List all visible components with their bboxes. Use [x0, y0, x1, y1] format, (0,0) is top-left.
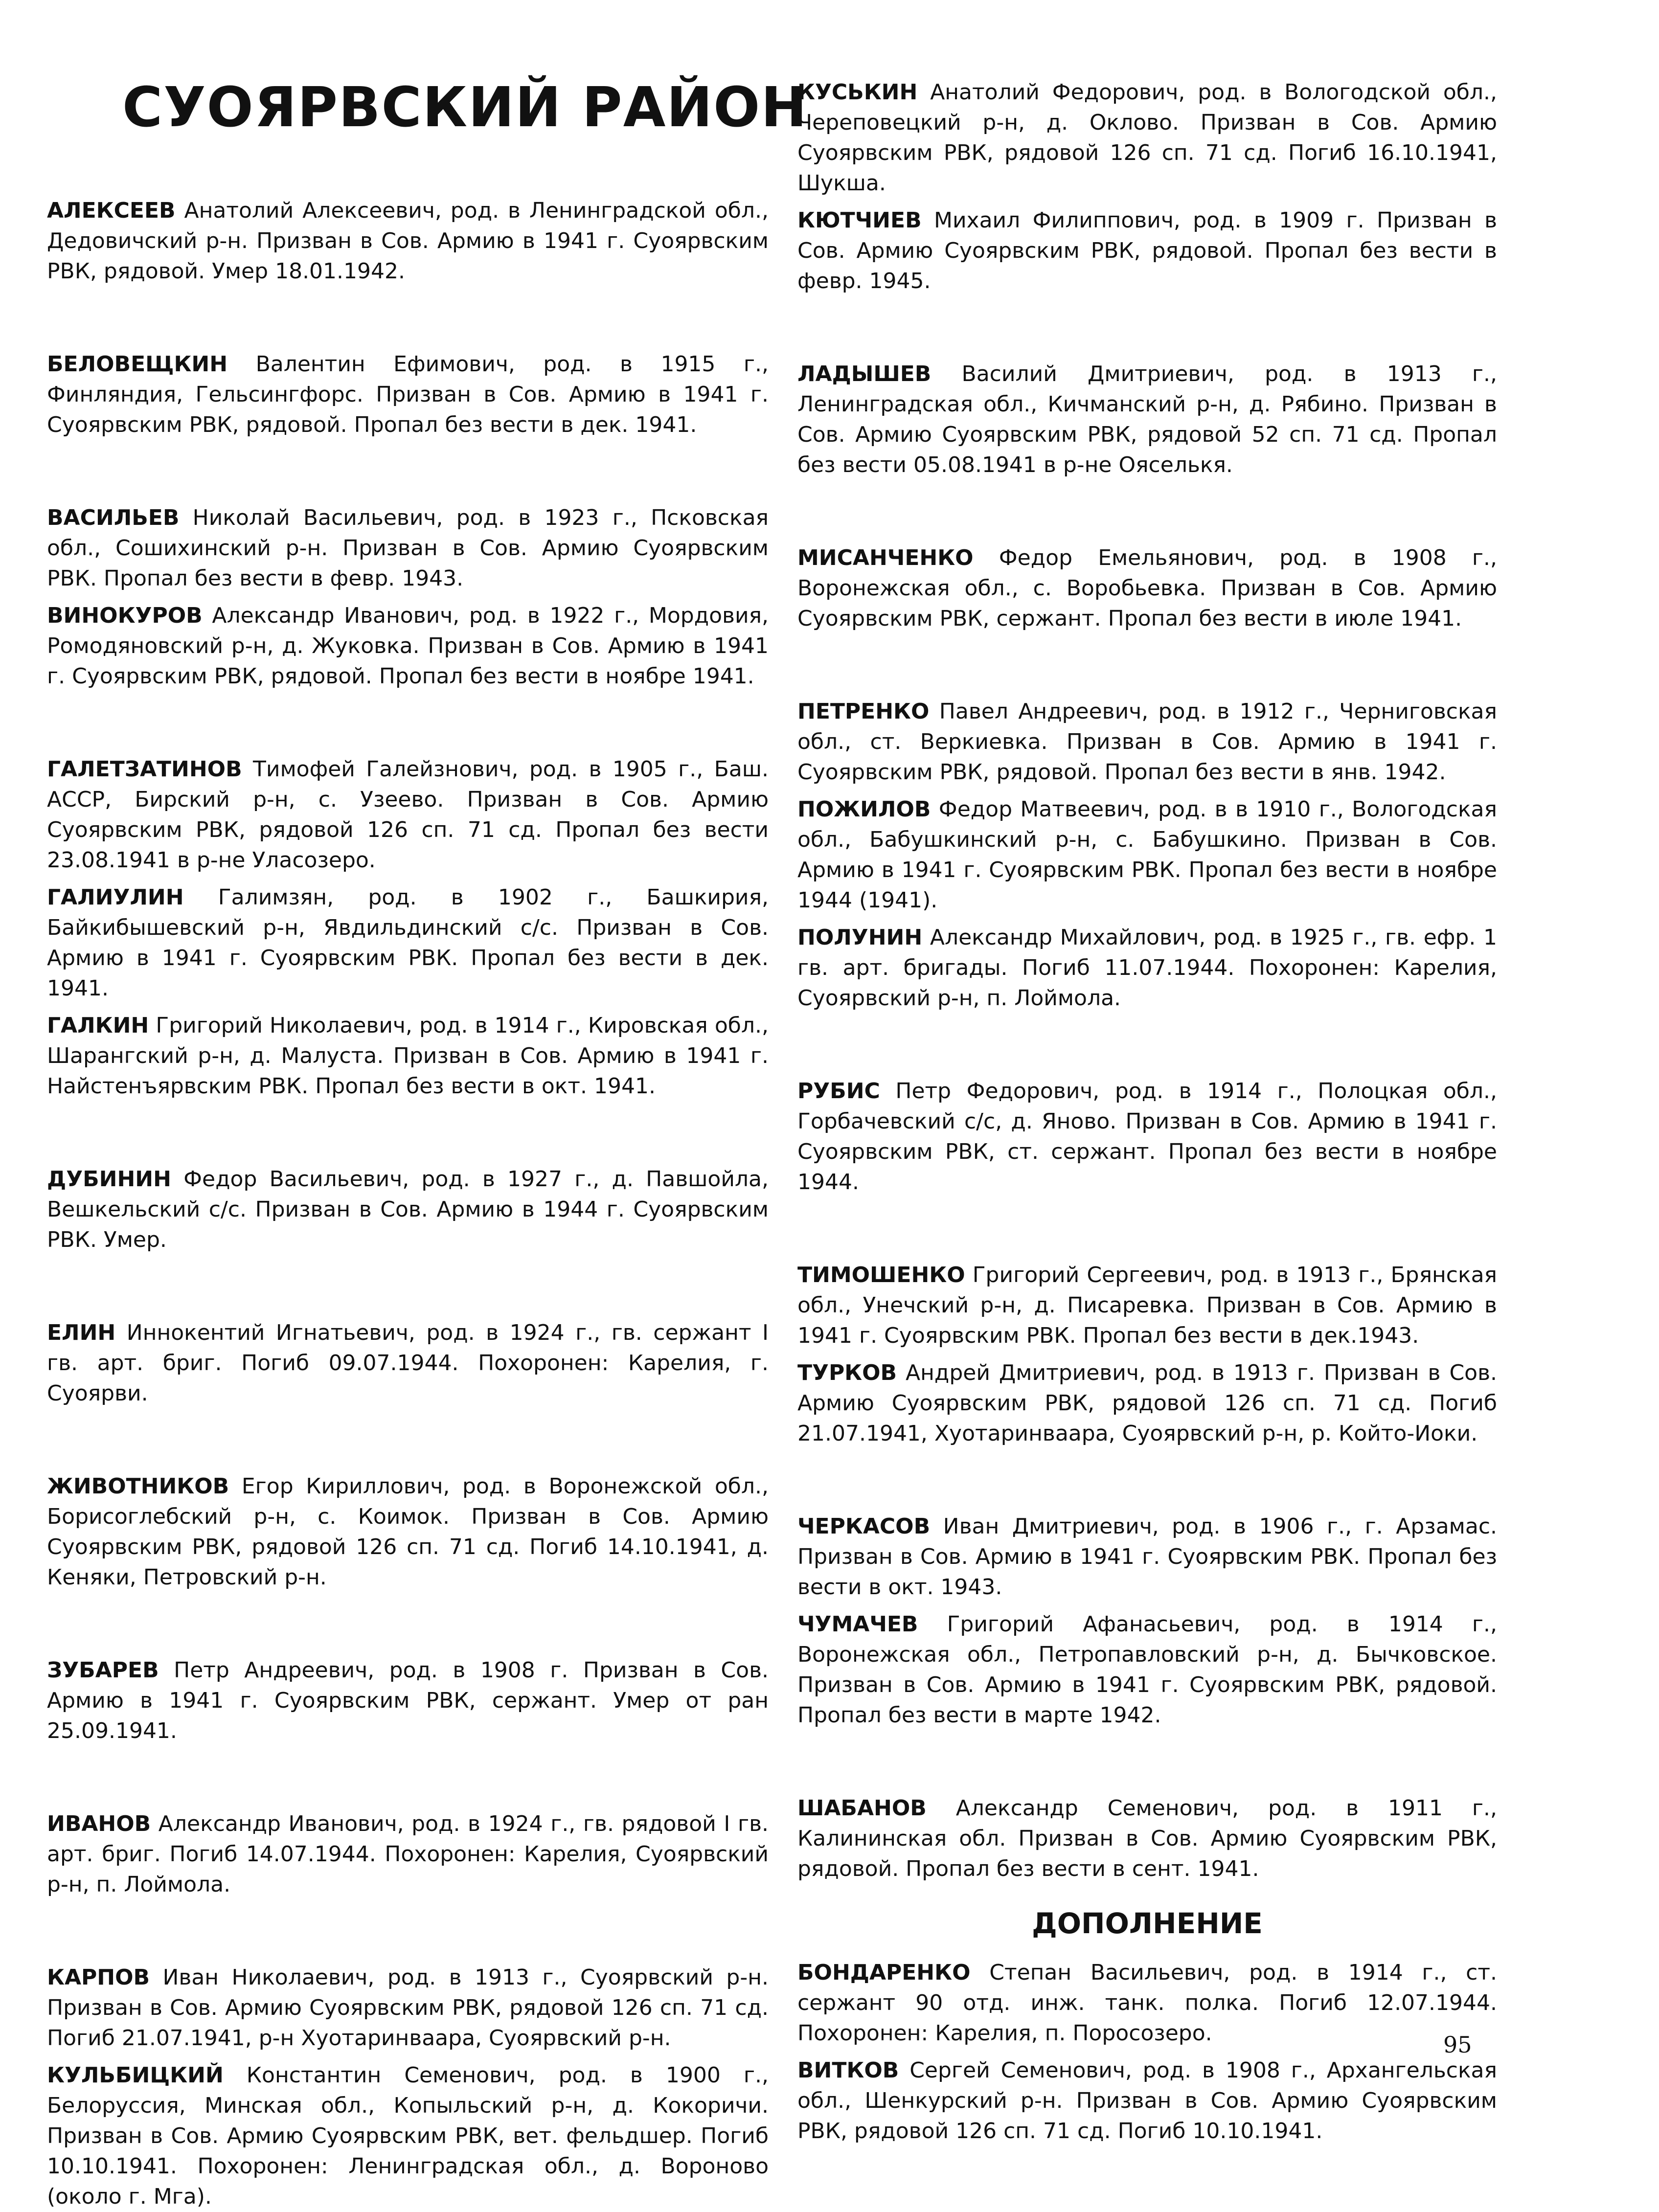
entry-text: Петр Федорович, род. в 1914 г., Полоцкая обл., Горбачевский с/с, д. Яново. Призван в Сов. Армию в 1941 г. Суоярвским РВК, ст. сержант. Пропал без вести в ноябре 1944.	[797, 1079, 1497, 1195]
entry-text: Галимзян, род. в 1902 г., Башкирия, Байкибышевский р-н, Явдильдинский с/с. Призван в Сов. Армию в 1941 г. Суоярвским РВК. Пропал без вести в дек. 1941.	[47, 885, 769, 1001]
entry-text: Григорий Афанасьевич, род. в 1914 г., Воронежская обл., Петропавловский р-н, д. Бычковское. Призван в Сов. Армию в 1941 г. Суоярвским РВК, рядовой. Пропал без вести в марте 1942.	[797, 1612, 1497, 1728]
entry-surname: ЕЛИН	[47, 1320, 116, 1345]
entry-text: Егор Кириллович, род. в Воронежской обл., Борисоглебский р-н, с. Коимок. Призван в Сов. Армию Суоярвским РВК, рядовой 126 сп. 71 сд. Погиб 14.10.1941, д. Кеняки, Петровский р-н.	[47, 1474, 769, 1590]
entry-text: Константин Семенович, род. в 1900 г., Белоруссия, Минская обл., Копыльский р-н, д. Кокоричи. Призван в Сов. Армию Суоярвским РВК, вет. фельдшер. Погиб 10.10.1941. Похоронен: Ленинградская обл., д. Вороново (около г. Мга).	[47, 2063, 769, 2209]
entry-text: Михаил Филиппович, род. в 1909 г. Призван в Сов. Армию Суоярвским РВК, рядовой. Пропал без вести в февр. 1945.	[797, 208, 1497, 293]
entry-text: Федор Васильевич, род. в 1927 г., д. Павшойла, Вешкельский с/с. Призван в Сов. Армию в 1944 г. Суоярвским РВК. Умер.	[47, 1167, 769, 1252]
entry-surname: ТИМОШЕНКО	[797, 1263, 965, 1287]
entry-surname: КУСЬКИН	[797, 80, 918, 105]
entry-bondarenko	[797, 1958, 1497, 2049]
entry-text: Сергей Семенович, род. в 1908 г., Архангельская обл., Шенкурский р-н. Призван в Сов. Армию Суоярвским РВК, рядовой 126 сп. 71 сд. Погиб 10.10.1941.	[797, 2058, 1497, 2144]
entry-surname: ПОЖИЛОВ	[797, 797, 931, 822]
entry-zubarev	[47, 1655, 769, 1746]
entry-zhivotnikov	[47, 1471, 769, 1593]
entry-timoshenko	[797, 1260, 1497, 1351]
entry-turkov	[797, 1358, 1497, 1449]
entry-galiulin	[47, 882, 769, 1004]
entry-kulbitsky	[47, 2060, 769, 2212]
entry-surname: ГАЛИУЛИН	[47, 885, 184, 910]
entry-surname: КУЛЬБИЦКИЙ	[47, 2063, 224, 2088]
entry-text: Анатолий Алексеевич, род. в Ленинградской обл., Дедовичский р-н. Призван в Сов. Армию в 1941 г. Суоярвским РВК, рядовой. Умер 18.01.1942.	[47, 198, 769, 284]
entry-surname: ВИНОКУРОВ	[47, 603, 203, 628]
entry-misanchenko	[797, 543, 1497, 634]
entry-text: Андрей Дмитриевич, род. в 1913 г. Призван в Сов. Армию Суоярвским РВК, рядовой 126 сп. 71 сд. Погиб 21.07.1941, Хуотаринваара, Суоярвский р-н, р. Който-Иоки.	[797, 1360, 1497, 1446]
entry-surname: ПЕТРЕНКО	[797, 699, 930, 724]
entry-text: Александр Семенович, род. в 1911 г., Калининская обл. Призван в Сов. Армию Суоярвским РВК, рядовой. Пропал без вести в сент. 1941.	[797, 1796, 1497, 1881]
entry-surname: ЖИВОТНИКОВ	[47, 1474, 229, 1499]
entry-surname: ЧУМАЧЕВ	[797, 1612, 918, 1637]
entry-text: Степан Васильевич, род. в 1914 г., ст. сержант 90 отд. инж. танк. полка. Погиб 12.07.1944. Похоронен: Карелия, п. Поросозеро.	[797, 1960, 1497, 2046]
entry-ivanov	[47, 1809, 769, 1900]
entry-vasiliev	[47, 503, 769, 594]
entry-surname: ШАБАНОВ	[797, 1796, 927, 1821]
entry-surname: ВАСИЛЬЕВ	[47, 505, 180, 530]
entry-text: Григорий Николаевич, род. в 1914 г., Кировская обл., Шарангский р-н, д. Малуста. Призван в Сов. Армию в 1941 г. Найстенъярвским РВК. Пропал без вести в окт. 1941.	[47, 1013, 769, 1099]
entry-surname: ИВАНОВ	[47, 1811, 151, 1836]
entry-chumachev	[797, 1609, 1497, 1731]
entry-text: Иван Николаевич, род. в 1913 г., Суоярвский р-н. Призван в Сов. Армию Суоярвским РВК, рядовой 126 сп. 71 сд. Погиб 21.07.1941, р-н Хуотаринваара, Суоярвский р-н.	[47, 1965, 769, 2051]
entry-text: Александр Иванович, род. в 1924 г., гв. рядовой I гв. арт. бриг. Погиб 14.07.1944. Похоронен: Карелия, Суоярвский р-н, п. Лоймола.	[47, 1811, 769, 1897]
entry-text: Анатолий Федорович, род. в Вологодской обл., Череповецкий р-н, д. Оклово. Призван в Сов. Армию Суоярвским РВК, рядовой 126 сп. 71 сд. Погиб 16.10.1941, Шукша.	[797, 80, 1497, 196]
entry-surname: БОНДАРЕНКО	[797, 1960, 971, 1985]
page-number: 95	[1443, 2031, 1472, 2058]
entry-surname: ЗУБАРЕВ	[47, 1658, 159, 1683]
entry-surname: ЧЕРКАСОВ	[797, 1514, 931, 1539]
entry-surname: ГАЛКИН	[47, 1013, 149, 1038]
entry-pozhilov	[797, 794, 1497, 916]
entry-petrenko	[797, 697, 1497, 788]
entry-text: Василий Дмитриевич, род. в 1913 г., Ленинградская обл., Кичманский р-н, д. Рябино. Призван в Сов. Армию Суоярвским РВК, рядовой 52 сп. 71 сд. Пропал без вести 05.08.1941 в р-не Ояселькя.	[797, 361, 1497, 477]
entry-surname: РУБИС	[797, 1079, 880, 1104]
entry-elin	[47, 1318, 769, 1409]
right-column	[797, 77, 1497, 2146]
entry-text: Федор Емельянович, род. в 1908 г., Воронежская обл., с. Воробьевка. Призван в Сов. Армию Суоярвским РВК, сержант. Пропал без вести в июле 1941.	[797, 545, 1497, 631]
entry-vinokurov	[47, 601, 769, 692]
entry-surname: ГАЛЕТЗАТИНОВ	[47, 757, 242, 782]
entry-kyutchiev	[797, 205, 1497, 296]
entry-alekseev	[47, 196, 769, 287]
entry-text: Иван Дмитриевич, род. в 1906 г., г. Арзамас. Призван в Сов. Армию в 1941 г. Суоярвским РВК. Пропал без вести в окт. 1943.	[797, 1514, 1497, 1600]
entry-surname: КЮТЧИЕВ	[797, 208, 922, 233]
entry-text: Иннокентий Игнатьевич, род. в 1924 г., гв. сержант I гв. арт. бриг. Погиб 09.07.1944. Похоронен: Карелия, г. Суоярви.	[47, 1320, 769, 1406]
entry-rubis	[797, 1076, 1497, 1197]
entry-cherkasov	[797, 1512, 1497, 1603]
page-title: СУОЯРВСКИЙ РАЙОН	[122, 76, 808, 139]
entry-surname: ВИТКОВ	[797, 2058, 899, 2083]
entry-text: Валентин Ефимович, род. в 1915 г., Финляндия, Гельсингфорс. Призван в Сов. Армию в 1941 г. Суоярвским РВК, рядовой. Пропал без вести в дек. 1941.	[47, 352, 769, 437]
entry-surname: МИСАНЧЕНКО	[797, 545, 974, 570]
entry-kuskin	[797, 77, 1497, 199]
entry-text: Григорий Сергеевич, род. в 1913 г., Брянская обл., Унечский р-н, д. Писаревка. Призван в Сов. Армию в 1941 г. Суоярвским РВК. Пропал без вести в дек.1943.	[797, 1263, 1497, 1348]
entry-text: Тимофей Галейзнович, род. в 1905 г., Баш. АССР, Бирский р-н, с. Узеево. Призван в Сов. Армию Суоярвским РВК, рядовой 126 сп. 71 сд. Пропал без вести 23.08.1941 в р-не Уласозеро.	[47, 757, 769, 873]
entry-surname: АЛЕКСЕЕВ	[47, 198, 176, 223]
entry-surname: ДУБИНИН	[47, 1167, 171, 1192]
entry-surname: КАРПОВ	[47, 1965, 150, 1990]
entry-polunin	[797, 923, 1497, 1014]
entry-karpov	[47, 1963, 769, 2054]
supplement-heading: ДОПОЛНЕНИЕ	[1032, 1907, 1263, 1940]
entry-surname: ПОЛУНИН	[797, 925, 923, 950]
entry-surname: БЕЛОВЕЩКИН	[47, 352, 228, 377]
entry-surname: ТУРКОВ	[797, 1360, 897, 1385]
left-column	[47, 196, 769, 2212]
entry-vitkov	[797, 2055, 1497, 2146]
entry-surname: ЛАДЫШЕВ	[797, 361, 932, 386]
entry-text: Павел Андреевич, род. в 1912 г., Черниговская обл., ст. Веркиевка. Призван в Сов. Армию в 1941 г. Суоярвским РВК, рядовой. Пропал без вести в янв. 1942.	[797, 699, 1497, 785]
entry-text: Федор Матвеевич, род. в в 1910 г., Вологодская обл., Бабушкинский р-н, с. Бабушкино. Призван в Сов. Армию в 1941 г. Суоярвским РВК. Пропал без вести в ноябре 1944 (1941).	[797, 797, 1497, 913]
entry-shabanov	[797, 1793, 1497, 1884]
entry-text: Александр Михайлович, род. в 1925 г., гв. ефр. 1 гв. арт. бригады. Погиб 11.07.1944. Похоронен: Карелия, Суоярвский р-н, п. Лоймола.	[797, 925, 1497, 1011]
entry-text: Петр Андреевич, род. в 1908 г. Призван в Сов. Армию в 1941 г. Суоярвским РВК, сержант. Умер от ран 25.09.1941.	[47, 1658, 769, 1743]
entry-text: Николай Васильевич, род. в 1923 г., Псковская обл., Сошихинский р-н. Призван в Сов. Армию Суоярвским РВК. Пропал без вести в февр. 1943.	[47, 505, 769, 591]
entry-galetzatinov	[47, 754, 769, 876]
entry-galkin	[47, 1011, 769, 1102]
entry-text: Александр Иванович, род. в 1922 г., Мордовия, Ромодяновский р-н, д. Жуковка. Призван в Сов. Армию в 1941 г. Суоярвским РВК, рядовой. Пропал без вести в ноябре 1941.	[47, 603, 769, 689]
entry-ladyshev	[797, 359, 1497, 480]
entry-beloveshkin	[47, 349, 769, 440]
entry-dubinin	[47, 1164, 769, 1255]
